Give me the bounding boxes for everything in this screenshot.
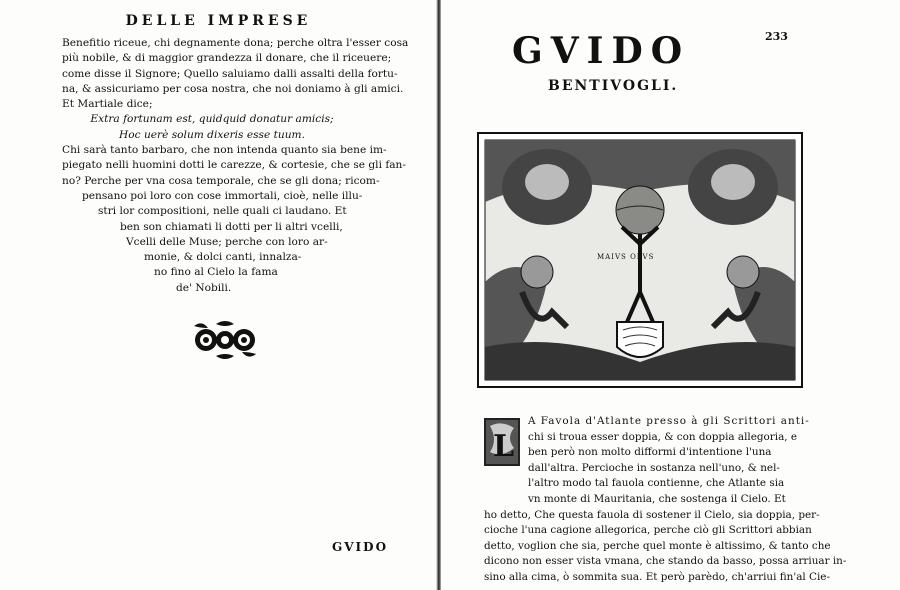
text-line: Benefitio riceue, chi degnamente dona; perche oltra l'esser cosa xyxy=(62,37,409,49)
text-line: chi si troua esser doppia, & con doppia allegoria, e xyxy=(528,430,798,443)
right-paragraph-body xyxy=(484,492,847,586)
text-line: più nobile, & di maggior grandezza il donare, che il riceuere; xyxy=(62,52,392,65)
text-line: na, & assicuriamo per cosa nostra, che noi doniamo à gli amici. xyxy=(62,82,404,95)
text-line: Chi sarà tanto barbaro, che non intenda quanto sia bene im- xyxy=(62,144,387,157)
text-line: monie, & dolci canti, innalza- xyxy=(144,251,302,264)
fleuron-ornament-icon xyxy=(192,320,258,360)
drop-cap-letter: L xyxy=(493,429,515,464)
page-title: GVIDO xyxy=(512,30,691,72)
text-line: l'altro modo tal fauola contienne, che Atlante sia xyxy=(528,477,785,490)
text-line: come disse il Signore; Quello saluiamo dalli assalti della fortu- xyxy=(62,67,398,80)
text-line: de' Nobili. xyxy=(176,281,232,294)
text-line: piegato nelli huomini dotti le carezze, & cortesie, che se gli fan- xyxy=(62,159,406,172)
text-line: Et Martiale dice; xyxy=(62,98,153,111)
atlas-emblem-engraving xyxy=(477,132,803,388)
text-line: no fino al Cielo la fama xyxy=(154,266,278,279)
text-line: Vcelli delle Muse; perche con loro ar- xyxy=(126,235,328,248)
running-head: DELLE IMPRESE xyxy=(125,13,312,29)
plate-motto: MAIVS OPVS xyxy=(597,253,655,261)
text-line: ben però non molto difformi d'intentione l'una xyxy=(528,446,772,459)
page-number: 233 xyxy=(765,30,788,43)
text-line: A Favola d'Atlante presso à gli Scrittori anti- xyxy=(528,415,810,427)
text-line: vn monte di Mauritania, che sostenga il Cielo. Et xyxy=(528,493,786,505)
catchword: GVIDO xyxy=(332,540,389,554)
quote-line: Extra fortunam est, quidquid donatur amicis; xyxy=(90,113,334,126)
text-line: detto, voglion che sia, perche quel monte è altissimo, & tanto che xyxy=(484,539,831,552)
text-line: dall'altra. Percioche in sostanza nell'uno, & nel- xyxy=(528,461,780,474)
left-page xyxy=(0,0,437,590)
text-line: no? Perche per vna cosa temporale, che se gli dona; ricom- xyxy=(62,174,380,187)
text-line: cioche l'una cagione allegorica, perche ciò gli Scrittori abbian xyxy=(484,524,812,537)
text-line: dicono non esser vista vmana, che stando da basso, possa arriuar in- xyxy=(484,555,847,568)
text-line: sino alla cima, ò sommita sua. Et però parèdo, ch'arriui fin'al Cie- xyxy=(484,570,830,583)
page-subtitle: BENTIVOGLI. xyxy=(548,78,679,94)
text-line: ho detto, Che questa fauola di sostener il Cielo, sia doppia, per- xyxy=(484,508,820,521)
text-line: ben son chiamati li dotti per li altri vcelli, xyxy=(120,220,343,233)
left-paragraph-1 xyxy=(62,36,409,296)
text-line: stri lor compositioni, nelle quali ci laudano. Et xyxy=(98,205,347,218)
drop-cap-initial xyxy=(484,418,520,466)
right-paragraph-top xyxy=(528,414,808,492)
text-line: pensano poi loro con cose immortali, cioè, nelle illu- xyxy=(82,189,363,202)
quote-line: Hoc uerè solum dixeris esse tuum. xyxy=(119,128,305,141)
